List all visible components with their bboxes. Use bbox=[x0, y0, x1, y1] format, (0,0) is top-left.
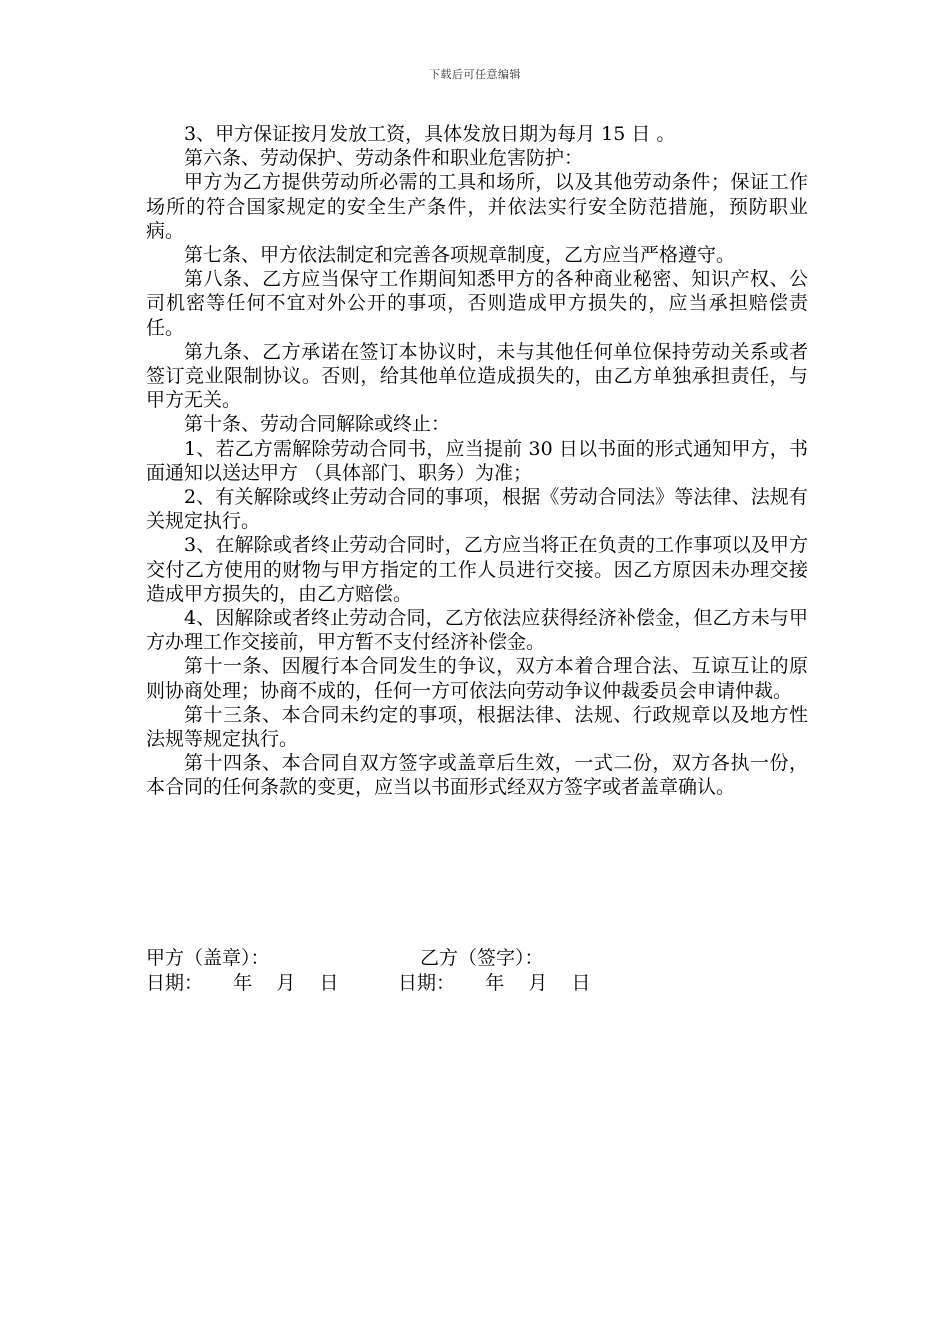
paragraph-article-14: 第十四条、本合同自双方签字或盖章后生效，一式二份，双方各执一份，本合同的任何条款的变更，应当以书面形式经双方签字或者盖章确认。 bbox=[146, 752, 808, 799]
party-b-sign-label: 乙方（签字）： bbox=[420, 947, 544, 969]
paragraph-article-6-title: 第六条、劳动保护、劳动条件和职业危害防护： bbox=[184, 147, 584, 170]
signature-dates-row bbox=[146, 971, 808, 996]
paragraph-article-10-title: 第十条、劳动合同解除或终止： bbox=[184, 413, 451, 436]
paragraph-article-10-item-3: 3、在解除或者终止劳动合同时，乙方应当将正在负责的工作事项以及甲方交付乙方使用的财物与甲方指定的工作人员进行交接。因乙方原因未办理交接造成甲方损失的，由乙方赔偿。 bbox=[146, 534, 808, 605]
paragraph-article-10-item-2: 2、有关解除或终止劳动合同的事项，根据《劳动合同法》等法律、法规有关规定执行。 bbox=[146, 486, 808, 533]
paragraph-article-9: 第九条、乙方承诺在签订本协议时，未与其他任何单位保持劳动关系或者签订竞业限制协议。否则，给其他单位造成损失的，由乙方单独承担责任，与甲方无关。 bbox=[146, 340, 808, 412]
paragraph-article-6-body: 甲方为乙方提供劳动所必需的工具和场所，以及其他劳动条件；保证工作场所的符合国家规定的安全生产条件，并依法实行安全防范措施，预防职业病。 bbox=[146, 171, 808, 242]
paragraph-article-10-item-1: 1、若乙方需解除劳动合同书，应当提前 30 日以书面的形式通知甲方，书面通知以送达甲方 （具体部门、职务）为准； bbox=[146, 437, 808, 484]
paragraph-article-11: 第十一条、因履行本合同发生的争议，双方本着合理合法、互谅互让的原则协商处理；协商不成的，任何一方可依法向劳动争议仲裁委员会申请仲裁。 bbox=[146, 655, 808, 702]
page-header-note: 下载后可任意编辑 bbox=[429, 68, 521, 81]
paragraph-salary-date: 3、甲方保证按月发放工资，具体发放日期为每月 15 日 。 bbox=[184, 123, 676, 145]
signature-block bbox=[146, 946, 808, 996]
paragraph-article-13: 第十三条、本合同未约定的事项，根据法律、法规、行政规章以及地方性法规等规定执行。 bbox=[146, 703, 808, 751]
paragraph-article-8: 第八条、乙方应当保守工作期间知悉甲方的各种商业秘密、知识产权、公司机密等任何不宜对外公开的事项，否则造成甲方损失的，应当承担赔偿责任。 bbox=[146, 268, 808, 339]
paragraph-article-10-item-4: 4、因解除或者终止劳动合同，乙方依法应获得经济补偿金，但乙方未与甲方办理工作交接前，甲方暂不支付经济补偿金。 bbox=[146, 607, 808, 654]
paragraph-article-7: 第七条、甲方依法制定和完善各项规章制度，乙方应当严格遵守。 bbox=[184, 244, 736, 267]
party-a-date: 日期： 年 月 日 bbox=[146, 972, 339, 994]
party-a-seal-label: 甲方（盖章）： bbox=[146, 947, 270, 969]
signature-labels-row bbox=[146, 946, 808, 971]
contract-body bbox=[146, 122, 808, 800]
party-b-date: 日期： 年 月 日 bbox=[398, 972, 591, 994]
